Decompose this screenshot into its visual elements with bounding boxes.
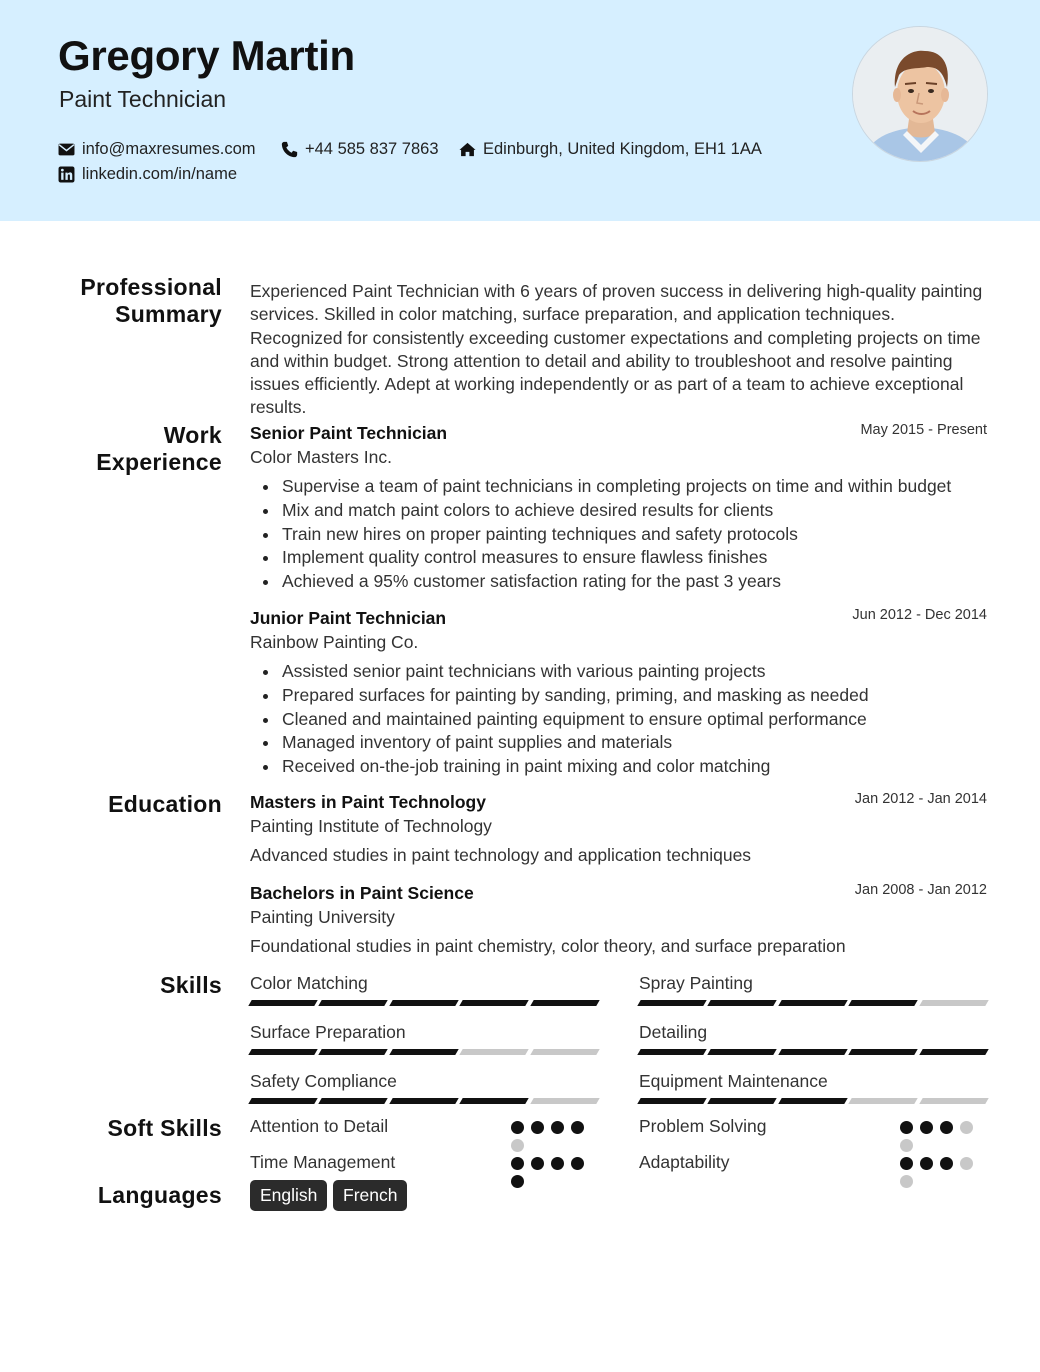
rating-dot — [531, 1157, 544, 1170]
skill-level-segment — [848, 1000, 918, 1006]
skill-level-bar — [250, 1049, 598, 1055]
linkedin-icon — [58, 166, 75, 183]
education-date: Jan 2008 - Jan 2012 — [854, 882, 987, 898]
education-entry — [250, 882, 987, 957]
skill-item — [639, 1021, 987, 1055]
skill-level-segment — [389, 1000, 459, 1006]
bullet-item: Achieved a 95% customer satisfaction rating for the past 3 years — [250, 570, 987, 594]
contact-phone[interactable] — [281, 140, 439, 159]
soft-skill-dots — [900, 1157, 978, 1188]
skill-item — [639, 1070, 987, 1104]
skill-level-segment — [530, 1098, 600, 1104]
skill-level-bar — [250, 1098, 598, 1104]
education-description: Advanced studies in paint technology and application techniques — [250, 845, 752, 865]
summary-text: Experienced Paint Technician with 6 years of proven success in delivering high-quality painting services. Skilled in color matching, surface preparation, and application techniques. Recognized for consistently exceeding customer expectations and completing projects on time and within budget. Strong attention to detail and ability to troubleshoot and resolve painting issues efficiently. Adept at working independently or as part of a team to achieve exceptional results. — [250, 281, 983, 418]
section-work-experience — [96, 422, 222, 476]
skill-level-segment — [459, 1049, 529, 1055]
job-company: Color Masters Inc. — [250, 447, 392, 467]
soft-skill-name: Adaptability — [639, 1152, 730, 1172]
skill-name: Spray Painting — [639, 973, 753, 993]
skill-level-segment — [248, 1098, 318, 1104]
degree-title: Bachelors in Paint Science — [250, 883, 474, 903]
skill-level-segment — [530, 1049, 600, 1055]
skill-level-segment — [637, 1098, 707, 1104]
soft-skill-name: Problem Solving — [639, 1116, 767, 1136]
skill-level-segment — [530, 1000, 600, 1006]
skill-level-segment — [778, 1098, 848, 1104]
skill-level-segment — [319, 1000, 389, 1006]
section-education: Education — [108, 791, 222, 817]
skill-level-segment — [778, 1049, 848, 1055]
soft-skill-name: Attention to Detail — [250, 1116, 389, 1136]
skill-level-segment — [919, 1049, 989, 1055]
skill-item — [639, 972, 987, 1006]
rating-dot — [920, 1157, 933, 1170]
degree-title: Masters in Paint Technology — [250, 792, 486, 812]
soft-skill-item — [639, 1115, 987, 1155]
skill-level-segment — [319, 1098, 389, 1104]
skill-level-segment — [389, 1098, 459, 1104]
skill-level-segment — [637, 1049, 707, 1055]
bullet-item: Mix and match paint colors to achieve desired results for clients — [250, 499, 987, 523]
skill-level-segment — [459, 1000, 529, 1006]
candidate-title: Paint Technician — [59, 86, 227, 112]
skill-level-segment — [389, 1049, 459, 1055]
contact-email[interactable] — [58, 140, 256, 159]
section-soft-skills: Soft Skills — [107, 1115, 222, 1141]
rating-dot — [511, 1157, 524, 1170]
section-languages: Languages — [97, 1182, 222, 1208]
job-entry — [250, 607, 987, 779]
linkedin-text: linkedin.com/in/name — [82, 165, 237, 183]
skill-item — [250, 972, 598, 1006]
bullet-item: Received on-the-job training in paint mixing and color matching — [250, 755, 987, 779]
rating-dot — [531, 1121, 544, 1134]
soft-skill-dots — [511, 1121, 589, 1152]
soft-skill-item — [250, 1115, 598, 1155]
section-professional-summary — [80, 274, 222, 328]
skill-name: Surface Preparation — [250, 1022, 406, 1042]
bullet-item: Train new hires on proper painting techniques and safety protocols — [250, 523, 987, 547]
skill-level-segment — [848, 1098, 918, 1104]
rating-dot — [571, 1157, 584, 1170]
job-company: Rainbow Painting Co. — [250, 632, 419, 652]
job-date: Jun 2012 - Dec 2014 — [852, 607, 987, 623]
education-description: Foundational studies in paint chemistry, color theory, and surface preparation — [250, 936, 846, 956]
school-name: Painting Institute of Technology — [250, 816, 492, 836]
skill-level-bar — [639, 1049, 987, 1055]
rating-dot — [900, 1175, 913, 1188]
rating-dot — [920, 1121, 933, 1134]
soft-skill-item — [639, 1151, 987, 1191]
phone-text: +44 585 837 7863 — [305, 140, 439, 158]
education-entry — [250, 791, 987, 866]
section-skills: Skills — [160, 972, 222, 998]
bullet-item: Cleaned and maintained painting equipment to ensure optimal performance — [250, 708, 987, 732]
job-entry — [250, 422, 987, 594]
rating-dot — [940, 1121, 953, 1134]
rating-dot — [900, 1121, 913, 1134]
rating-dot — [511, 1121, 524, 1134]
address-text: Edinburgh, United Kingdom, EH1 1AA — [483, 140, 762, 158]
skill-name: Color Matching — [250, 973, 368, 993]
skill-level-bar — [250, 1000, 598, 1006]
rating-dot — [551, 1121, 564, 1134]
rating-dot — [551, 1157, 564, 1170]
section-label-line: Work — [163, 422, 222, 448]
header-banner — [0, 0, 1040, 221]
skill-name: Safety Compliance — [250, 1071, 397, 1091]
rating-dot — [960, 1121, 973, 1134]
profile-photo — [852, 26, 988, 162]
section-label-line: Summary — [115, 301, 222, 327]
skill-level-segment — [319, 1049, 389, 1055]
skill-level-segment — [919, 1098, 989, 1104]
skill-name: Detailing — [639, 1022, 708, 1042]
language-badge: English — [250, 1180, 327, 1211]
contact-address — [459, 140, 762, 159]
skill-name: Equipment Maintenance — [639, 1071, 828, 1091]
bullet-item: Managed inventory of paint supplies and materials — [250, 731, 987, 755]
skill-level-segment — [248, 1000, 318, 1006]
candidate-name: Gregory Martin — [58, 32, 355, 79]
phone-icon — [281, 141, 298, 158]
bullet-item: Assisted senior paint technicians with various painting projects — [250, 660, 987, 684]
soft-skill-dots — [900, 1121, 978, 1152]
rating-dot — [940, 1157, 953, 1170]
job-date: May 2015 - Present — [860, 422, 987, 438]
rating-dot — [960, 1157, 973, 1170]
language-badge: French — [333, 1180, 407, 1211]
skill-item — [250, 1021, 598, 1055]
skill-level-segment — [919, 1000, 989, 1006]
home-icon — [459, 141, 476, 158]
section-label-line: Experience — [96, 449, 222, 475]
rating-dot — [571, 1121, 584, 1134]
skill-level-bar — [639, 1000, 987, 1006]
bullet-item: Implement quality control measures to ensure flawless finishes — [250, 546, 987, 570]
skill-level-segment — [778, 1000, 848, 1006]
bullet-item: Prepared surfaces for painting by sanding, priming, and masking as needed — [250, 684, 987, 708]
skill-level-segment — [708, 1098, 778, 1104]
skill-level-segment — [248, 1049, 318, 1055]
education-date: Jan 2012 - Jan 2014 — [854, 791, 987, 807]
skill-level-segment — [708, 1000, 778, 1006]
job-title: Junior Paint Technician — [250, 608, 447, 628]
skill-level-bar — [639, 1098, 987, 1104]
rating-dot — [900, 1157, 913, 1170]
soft-skill-name: Time Management — [250, 1152, 396, 1172]
job-title: Senior Paint Technician — [250, 423, 448, 443]
section-label-line: Professional — [80, 274, 222, 300]
contact-linkedin[interactable] — [58, 165, 237, 184]
skill-level-segment — [708, 1049, 778, 1055]
bullet-item: Supervise a team of paint technicians in completing projects on time and within budget — [250, 475, 987, 499]
envelope-icon — [58, 141, 75, 158]
job-bullets — [250, 660, 987, 779]
soft-skill-dots — [511, 1157, 589, 1188]
email-text: info@maxresumes.com — [82, 140, 256, 158]
skill-level-segment — [459, 1098, 529, 1104]
rating-dot — [511, 1175, 524, 1188]
job-bullets — [250, 475, 987, 594]
skill-item — [250, 1070, 598, 1104]
skill-level-segment — [637, 1000, 707, 1006]
school-name: Painting University — [250, 907, 395, 927]
skill-level-segment — [848, 1049, 918, 1055]
